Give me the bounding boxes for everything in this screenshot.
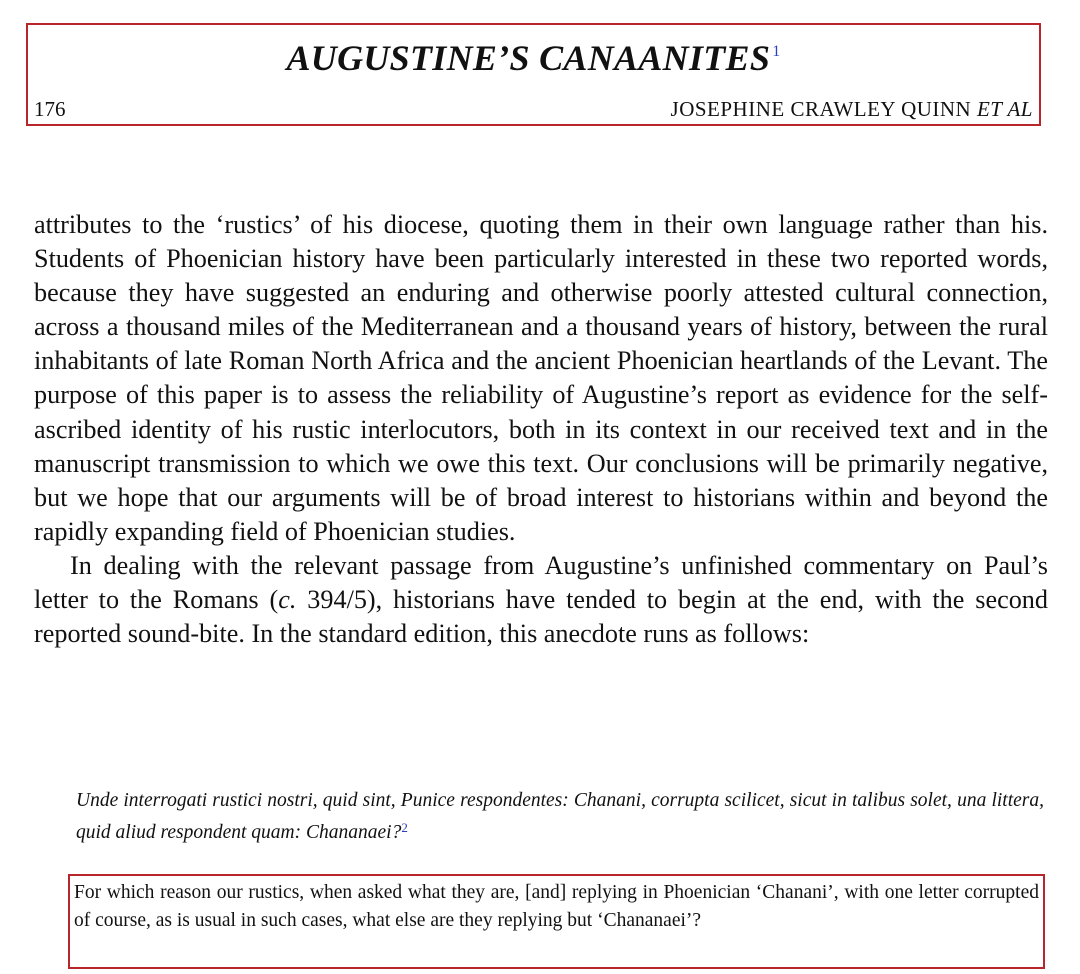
paragraph-2-part-1: In dealing with the relevant passage from Augustine’s unfinished commentary on Paul’s letter to the Romans (	[34, 550, 1048, 615]
latin-quote-text: Unde interrogati rustici nostri, quid sint, Punice respondentes: Chanani, corrupta scilicet, sicut in talibus solet, una littera, quid aliud respondent quam: Chananaei?	[76, 790, 1044, 843]
footnote-1-link[interactable]: 1	[772, 43, 781, 60]
paragraph-1: attributes to the ‘rustics’ of his diocese, quoting them in their own language rather than his. Students of Phoenician history have been particularly interested in these two reported words, because they have suggested an enduring and otherwise poorly attested cultural connection, across a thousand miles of the Mediterranean and a thousand years of history, between the rural inhabitants of late Roman North Africa and the ancient Phoenician heartlands of the Levant. The purpose of this paper is to assess the reliability of Augustine’s report as evidence for the self-ascribed identity of his rustic interlocutors, both in its context in our received text and in the manuscript transmission to which we owe this text. Our conclusions will be primarily negative, but we hope that our arguments will be of broad interest to historians within and beyond the rapidly expanding field of Phoenician studies.	[34, 210, 1048, 546]
footnote-2-link[interactable]: 2	[401, 820, 408, 835]
latin-quote	[76, 787, 1044, 846]
article-title	[28, 37, 1039, 79]
circa-abbrev: c.	[278, 585, 297, 615]
translation-text: For which reason our rustics, when asked what they are, [and] replying in Phoenician ‘Chanani’, with one letter corrupted of course, as is usual in such cases, what else are they replying but ‘Chananaei’?	[74, 882, 1039, 931]
running-head-author: JOSEPHINE CRAWLEY QUINN	[670, 97, 972, 121]
paragraph-2-part-2: 394/5), historians have tended to begin at the end, with the second reported sound-bite. In the standard edition, this anecdote runs as follows:	[34, 585, 1048, 649]
running-head	[671, 97, 1033, 122]
header-highlight-box	[26, 23, 1041, 126]
page-number: 176	[34, 97, 66, 121]
body-text	[34, 208, 1048, 651]
paragraph-2	[34, 549, 1048, 651]
article-title-text: AUGUSTINE’S CANAANITES	[286, 38, 771, 78]
running-head-etal: ET AL	[976, 97, 1033, 121]
translation-highlight-box	[68, 874, 1045, 969]
